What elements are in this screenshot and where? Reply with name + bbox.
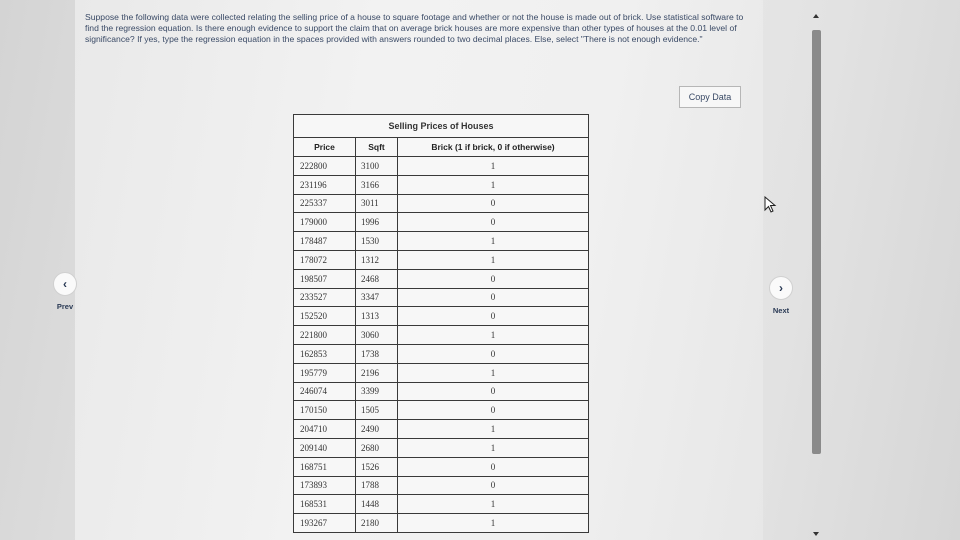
table-row — [294, 250, 589, 269]
column-header-sqft: Sqft — [356, 138, 398, 157]
sqft-cell: 2196 — [356, 363, 398, 382]
sqft-cell: 1313 — [356, 307, 398, 326]
next-label: Next — [772, 306, 790, 315]
price-cell: 168531 — [294, 495, 356, 514]
sqft-cell: 3399 — [356, 382, 398, 401]
sqft-cell: 2468 — [356, 269, 398, 288]
table-header-row — [294, 138, 589, 157]
table-row — [294, 476, 589, 495]
price-cell: 198507 — [294, 269, 356, 288]
brick-cell: 0 — [398, 288, 589, 307]
table-caption: Selling Prices of Houses — [294, 115, 589, 138]
price-cell: 162853 — [294, 344, 356, 363]
sqft-cell: 3011 — [356, 194, 398, 213]
table-row — [294, 495, 589, 514]
table-row — [294, 344, 589, 363]
price-cell: 204710 — [294, 420, 356, 439]
price-cell: 233527 — [294, 288, 356, 307]
sqft-cell: 3100 — [356, 157, 398, 176]
price-cell: 178487 — [294, 232, 356, 251]
sqft-cell: 3060 — [356, 326, 398, 345]
price-cell: 221800 — [294, 326, 356, 345]
price-cell: 173893 — [294, 476, 356, 495]
table-row — [294, 457, 589, 476]
brick-cell: 1 — [398, 232, 589, 251]
price-cell: 178072 — [294, 250, 356, 269]
brick-cell: 1 — [398, 363, 589, 382]
column-header-brick: Brick (1 if brick, 0 if otherwise) — [398, 138, 589, 157]
table-row — [294, 326, 589, 345]
brick-cell: 0 — [398, 307, 589, 326]
table-row — [294, 288, 589, 307]
table-row — [294, 213, 589, 232]
brick-cell: 0 — [398, 213, 589, 232]
sqft-cell: 1788 — [356, 476, 398, 495]
brick-cell: 1 — [398, 420, 589, 439]
table-row — [294, 157, 589, 176]
price-cell: 152520 — [294, 307, 356, 326]
table-row — [294, 420, 589, 439]
prev-label: Prev — [56, 302, 74, 311]
price-cell: 179000 — [294, 213, 356, 232]
question-page — [75, 0, 763, 540]
column-header-price: Price — [294, 138, 356, 157]
chevron-left-icon[interactable]: ‹ — [53, 272, 77, 296]
brick-cell: 1 — [398, 514, 589, 533]
price-cell: 222800 — [294, 157, 356, 176]
sqft-cell: 2680 — [356, 438, 398, 457]
scroll-up-arrow-icon[interactable] — [813, 14, 819, 18]
next-button[interactable] — [756, 276, 806, 315]
copy-data-button[interactable]: Copy Data — [679, 86, 741, 108]
table-row — [294, 232, 589, 251]
sqft-cell: 2490 — [356, 420, 398, 439]
brick-cell: 1 — [398, 157, 589, 176]
chevron-right-icon[interactable]: › — [769, 276, 793, 300]
brick-cell: 0 — [398, 457, 589, 476]
sqft-cell: 1505 — [356, 401, 398, 420]
scroll-down-arrow-icon[interactable] — [813, 532, 819, 536]
sqft-cell: 1526 — [356, 457, 398, 476]
houses-data-table — [293, 114, 589, 533]
brick-cell: 0 — [398, 382, 589, 401]
brick-cell: 1 — [398, 175, 589, 194]
brick-cell: 0 — [398, 401, 589, 420]
price-cell: 170150 — [294, 401, 356, 420]
sqft-cell: 3166 — [356, 175, 398, 194]
question-text: Suppose the following data were collected relating the selling price of a house to square footage and whether or not the house is made out of brick. Use statistical software to find the regression equation. Is there enough evidence to support the claim that on average brick houses are more expensive than other types of houses at the 0.01 level of significance? If yes, type the regression equation in the spaces provided with answers rounded to two decimal places. Else, select "There is not enough evidence." — [85, 12, 744, 44]
vertical-scrollbar[interactable] — [811, 12, 823, 540]
sqft-cell: 1996 — [356, 213, 398, 232]
table-row — [294, 175, 589, 194]
price-cell: 225337 — [294, 194, 356, 213]
brick-cell: 0 — [398, 344, 589, 363]
brick-cell: 1 — [398, 326, 589, 345]
mouse-pointer-icon — [764, 196, 778, 214]
price-cell: 209140 — [294, 438, 356, 457]
table-row — [294, 382, 589, 401]
sqft-cell: 1530 — [356, 232, 398, 251]
brick-cell: 1 — [398, 495, 589, 514]
sqft-cell: 1448 — [356, 495, 398, 514]
brick-cell: 1 — [398, 438, 589, 457]
sqft-cell: 1738 — [356, 344, 398, 363]
scroll-thumb[interactable] — [812, 30, 821, 454]
price-cell: 195779 — [294, 363, 356, 382]
price-cell: 231196 — [294, 175, 356, 194]
price-cell: 193267 — [294, 514, 356, 533]
table-body — [294, 157, 589, 533]
sqft-cell: 2180 — [356, 514, 398, 533]
brick-cell: 0 — [398, 476, 589, 495]
table-row — [294, 194, 589, 213]
brick-cell: 1 — [398, 250, 589, 269]
sqft-cell: 3347 — [356, 288, 398, 307]
price-cell: 246074 — [294, 382, 356, 401]
table-row — [294, 269, 589, 288]
table-row — [294, 307, 589, 326]
table-row — [294, 363, 589, 382]
sqft-cell: 1312 — [356, 250, 398, 269]
prev-button[interactable] — [40, 272, 90, 311]
price-cell: 168751 — [294, 457, 356, 476]
table-row — [294, 401, 589, 420]
brick-cell: 0 — [398, 194, 589, 213]
brick-cell: 0 — [398, 269, 589, 288]
table-row — [294, 514, 589, 533]
table-row — [294, 438, 589, 457]
